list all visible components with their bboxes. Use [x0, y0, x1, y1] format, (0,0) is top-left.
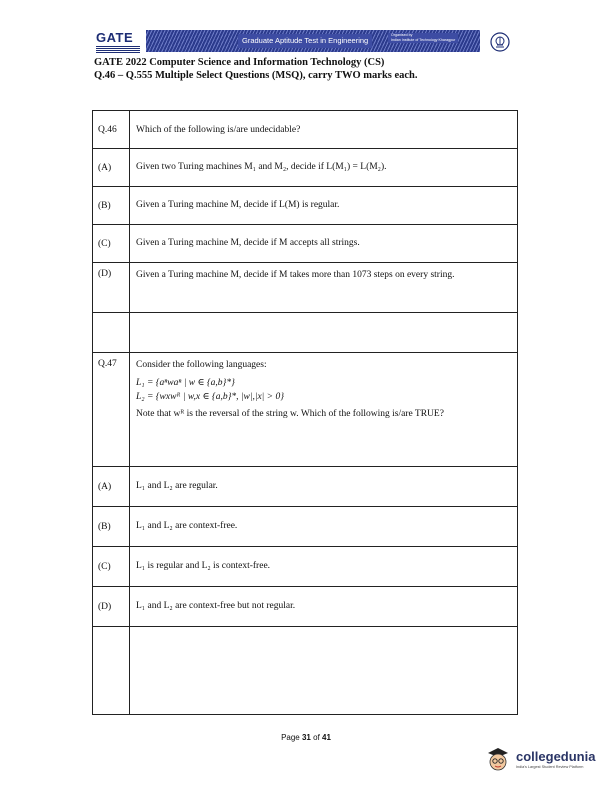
language-l1: L₁ = {aⁿwaⁿ | w ∈ {a,b}*}	[136, 378, 235, 388]
page-prefix: Page	[281, 733, 300, 742]
language-l2: L₂ = {wxwᴿ | w,x ∈ {a,b}*, |w|,|x| > 0}	[136, 392, 284, 402]
question-stem: Which of the following is/are undecidable?	[130, 111, 518, 149]
option-label: (B)	[93, 187, 130, 225]
organiser-name: Indian Institute of Technology Kharagpur	[391, 38, 456, 42]
organiser-label: Organised by	[391, 33, 413, 37]
table-row	[93, 225, 518, 263]
option-text: Given a Turing machine M, decide if M takes more than 1073 steps on every string.	[130, 263, 518, 313]
option-label: (D)	[93, 587, 130, 627]
question-number: Q.47	[93, 353, 130, 467]
option-text: Given a Turing machine M, decide if M accepts all strings.	[130, 225, 518, 263]
question-table	[92, 110, 518, 715]
table-row	[93, 467, 518, 507]
blank-cell	[130, 313, 518, 353]
gate-logo-stripes	[96, 46, 140, 53]
table-row	[93, 353, 518, 467]
blank-cell	[93, 313, 130, 353]
language-definitions	[136, 376, 511, 404]
option-label: (B)	[93, 507, 130, 547]
question-body	[130, 353, 518, 467]
question-note: Note that wᴿ is the reversal of the string w. Which of the following is/are TRUE?	[136, 409, 444, 419]
option-text: L₁ and L₂ are regular.	[130, 467, 518, 507]
table-row	[93, 149, 518, 187]
page-footer	[0, 733, 612, 742]
iit-emblem-icon	[490, 32, 510, 52]
option-label: (C)	[93, 225, 130, 263]
gate-header-banner	[96, 28, 480, 54]
organiser-block	[388, 33, 458, 43]
brand-tagline: India's Largest Student Review Platform	[516, 765, 584, 769]
brand-name: collegedunia	[516, 749, 596, 764]
option-text: L₁ and L₂ are context-free but not regular.	[130, 587, 518, 627]
question-intro: Consider the following languages:	[136, 360, 267, 370]
document-title: GATE 2022 Computer Science and Information Technology (CS)	[94, 57, 385, 68]
option-label: (D)	[93, 263, 130, 313]
table-row	[93, 111, 518, 149]
option-text: Given a Turing machine M, decide if L(M) is regular.	[130, 187, 518, 225]
option-label: (A)	[93, 467, 130, 507]
page-total: 41	[322, 733, 331, 742]
table-row-blank	[93, 313, 518, 353]
question-number: Q.46	[93, 111, 130, 149]
table-row-blank	[93, 627, 518, 715]
collegedunia-brand	[484, 745, 604, 775]
table-row	[93, 547, 518, 587]
option-text: L₁ and L₂ are context-free.	[130, 507, 518, 547]
option-label: (C)	[93, 547, 130, 587]
option-text: Given two Turing machines M₁ and M₂, decide if L(M₁) = L(M₂).	[130, 149, 518, 187]
option-text: L₁ is regular and L₂ is context-free.	[130, 547, 518, 587]
page-of: of	[313, 733, 320, 742]
table-row	[93, 263, 518, 313]
header-band	[146, 30, 480, 52]
table-row	[93, 187, 518, 225]
gate-logo: GATE	[96, 30, 134, 45]
option-label: (A)	[93, 149, 130, 187]
blank-cell	[93, 627, 130, 715]
document-subtitle: Q.46 – Q.555 Multiple Select Questions (MSQ), carry TWO marks each.	[94, 70, 418, 81]
table-row	[93, 507, 518, 547]
table-row	[93, 587, 518, 627]
banner-title: Graduate Aptitude Test in Engineering	[238, 34, 372, 48]
blank-cell	[130, 627, 518, 715]
page-current: 31	[301, 733, 311, 742]
mascot-icon	[484, 745, 512, 775]
